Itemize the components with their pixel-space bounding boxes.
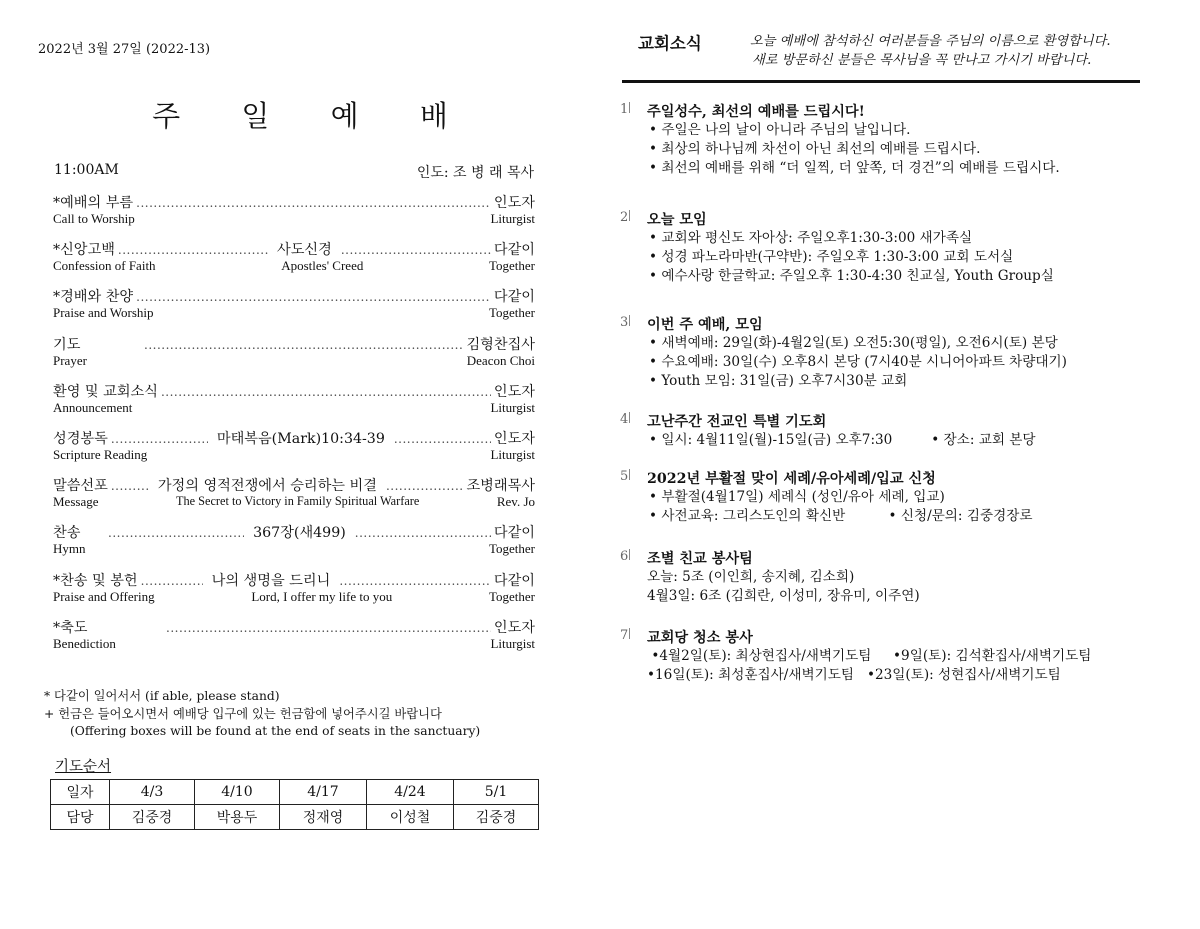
item-leader: 인도자 [493, 619, 535, 636]
item-leader: 조병래목사 [466, 478, 535, 495]
page-title: 주 일 예 배 [152, 99, 474, 133]
section-number: 2 [620, 210, 629, 225]
table-cell: 일자 [51, 780, 110, 805]
worship-item [53, 617, 535, 664]
section-line: • 부활절(4월17일) 세례식 (성인/유아 세례, 입교) [649, 489, 945, 505]
table-cell: 4/3 [110, 780, 195, 805]
table-cell: 정재영 [280, 805, 367, 830]
right-page [600, 0, 1200, 929]
table-cell: 4/10 [195, 780, 280, 805]
item-name: *찬송 및 봉헌 [53, 572, 138, 589]
item-name: 기도 [53, 336, 81, 353]
worship-item [53, 239, 535, 286]
section-line: • 최선의 예배를 위해 “더 일찍, 더 앞쪽, 더 경건”의 예배를 드립시다. [649, 160, 1060, 177]
section-line: 4월3일: 6조 (김희란, 이성미, 장유미, 이주연) [647, 588, 920, 605]
section-line: •4월2일(토): 최상현집사/새벽기도팀 •9일(토): 김석환집사/새벽기도팀 [647, 648, 1092, 664]
item-leader: 다같이 [493, 289, 535, 306]
item-name-en: Announcement [53, 399, 133, 415]
item-name: 말씀선포 [53, 478, 108, 495]
worship-item [53, 192, 535, 239]
item-leader-en: Liturgist [490, 635, 535, 651]
table-cell: 박용두 [195, 805, 280, 830]
item-leader: 다같이 [493, 525, 536, 542]
item-leader-en: Liturgist [490, 446, 535, 462]
section-title: 고난주간 전교인 특별 기도회 [647, 414, 827, 430]
section-line: • 새벽예배: 29일(화)-4월2일(토) 오전5:30(평일), 오전6시(토) 본당 [649, 335, 1058, 351]
item-name-en: Scripture Reading [53, 446, 148, 462]
welcome-line: 오늘 예배에 참석하신 여러분들을 주님의 이름으로 환영합니다. [750, 34, 1111, 49]
item-leader-en: Liturgist [490, 399, 535, 415]
item-name-en: Benediction [53, 635, 116, 651]
item-name: 찬송 [53, 525, 81, 542]
item-leader: 인도자 [493, 195, 535, 211]
item-leader: 인도자 [493, 383, 535, 400]
table-cell: 4/24 [367, 780, 454, 805]
welcome-message [750, 32, 1111, 70]
item-leader-en: Rev. Jo [496, 494, 535, 510]
item-name: *신앙고백 [53, 242, 115, 259]
item-name-en: Hymn [53, 541, 86, 557]
note-offering-en: (Offering boxes will be found at the end of seats in the sanctuary) [70, 724, 481, 738]
section-line: 오늘: 5조 (이인희, 송지혜, 김소희) [647, 569, 855, 585]
section-line: •16일(토): 최성훈집사/새벽기도팀 •23일(토): 성현집사/새벽기도팀 [647, 667, 1061, 684]
section-line: • 성경 파노라마반(구약반): 주일오후 1:30-3:00 교회 도서실 [649, 249, 1014, 266]
table-cell: 담당 [51, 805, 110, 830]
section-line: • Youth 모임: 31일(금) 오후7시30분 교회 [649, 373, 908, 390]
section-line: • 수요예배: 30일(수) 오후8시 본당 (7시40분 시니어아파트 차량대기) [649, 354, 1067, 371]
section-title: 오늘 모임 [647, 212, 707, 228]
item-leader: 다같이 [493, 572, 535, 589]
item-leader-en: Liturgist [490, 211, 535, 226]
table-cell: 김중경 [454, 805, 539, 830]
section-line: • 사전교육: 그리스도인의 확신반 • 신청/문의: 김중경장로 [649, 508, 1033, 525]
item-leader: 다같이 [493, 242, 535, 259]
table-row [51, 780, 539, 805]
section-line: • 최상의 하나님께 차선이 아닌 최선의 예배를 드립시다. [649, 141, 981, 158]
section-title: 주일성수, 최선의 예배를 드립시다! [647, 104, 865, 120]
section-title: 교회당 청소 봉사 [647, 630, 753, 646]
item-name-en: Praise and Offering [53, 588, 155, 604]
table-cell: 5/1 [454, 780, 539, 805]
item-leader-en: Together [488, 258, 535, 274]
item-detail: 가정의 영적전쟁에서 승리하는 비결 [157, 478, 377, 495]
prayer-schedule-title: 기도순서 [55, 759, 112, 775]
section-title: 2022년 부활절 맞이 세례/유아세례/입교 신청 [647, 471, 936, 487]
item-leader-en: Deacon Choi [466, 352, 535, 368]
service-leader: 인도: 조 병 래 목사 [416, 165, 534, 181]
item-detail-en: The Secret to Victory in Family Spiritual Warfare [175, 494, 420, 509]
item-leader-en: Together [488, 541, 535, 557]
worship-item [53, 334, 535, 381]
item-detail: 사도신경 [276, 242, 332, 259]
item-leader: 인도자 [493, 430, 536, 447]
worship-item [53, 286, 535, 333]
section-line: • 일시: 4월11일(월)-15일(금) 오후7:30 • 장소: 교회 본당 [649, 432, 1036, 448]
news-heading: 교회소식 [638, 34, 702, 53]
item-detail: 나의 생명을 드리니 [211, 572, 331, 589]
worship-item [53, 570, 535, 617]
item-name: *예배의 부름 [53, 195, 134, 211]
item-name-en: Message [53, 494, 99, 510]
welcome-line: 새로 방문하신 분들은 목사님을 꼭 만나고 가시기 바랍니다. [752, 53, 1092, 68]
section-number: 6 [620, 549, 629, 564]
worship-item [53, 475, 535, 522]
divider [622, 80, 1140, 83]
worship-item [53, 381, 535, 428]
section-number: 5 [620, 469, 629, 484]
bulletin-date: 2022년 3월 27일 (2022-13) [38, 42, 211, 57]
item-leader: 김형찬집사 [466, 336, 535, 353]
table-cell: 4/17 [280, 780, 367, 805]
item-detail-en: Apostles' Creed [281, 258, 364, 274]
note-offering: + 헌금은 들어오시면서 예배당 입구에 있는 헌금함에 넣어주시길 바랍니다 [44, 706, 442, 721]
item-detail: 마태복음(Mark)10:34-39 [216, 430, 385, 447]
table-row [51, 805, 539, 830]
section-number: 4 [620, 412, 629, 427]
item-leader-en: Together [488, 305, 535, 321]
item-name: *경배와 찬양 [53, 289, 134, 306]
item-leader-en: Together [488, 588, 535, 604]
worship-item [53, 428, 535, 475]
section-line: • 예수사랑 한글학교: 주일오후 1:30-4:30 친교실, Youth Group실 [649, 268, 1054, 285]
table-cell: 김중경 [110, 805, 195, 830]
item-name-en: Call to Worship [53, 211, 135, 226]
item-detail: 367장(새499) [253, 525, 346, 542]
section-number: 7 [620, 628, 629, 643]
footnotes [44, 688, 480, 741]
prayer-schedule-table [50, 779, 539, 830]
section-line: • 교회와 평신도 자아상: 주일오후1:30-3:00 새가족실 [649, 230, 973, 246]
item-name: 환영 및 교회소식 [53, 383, 158, 400]
section-title: 이번 주 예배, 모임 [647, 317, 763, 333]
worship-item [53, 522, 535, 569]
item-name: *축도 [53, 619, 88, 636]
section-number: 1 [620, 102, 629, 117]
item-name-en: Praise and Worship [53, 305, 154, 321]
item-name-en: Confession of Faith [53, 258, 156, 274]
item-name: 성경봉독 [53, 430, 108, 447]
item-name-en: Prayer [53, 352, 87, 368]
note-stand: * 다같이 일어서서 (if able, please stand) [44, 689, 280, 703]
order-of-worship [53, 192, 535, 664]
table-cell: 이성철 [367, 805, 454, 830]
section-number: 3 [620, 315, 629, 330]
section-title: 조별 친교 봉사팀 [647, 551, 753, 567]
section-line: • 주일은 나의 날이 아니라 주님의 날입니다. [649, 122, 911, 138]
item-detail-en: Lord, I offer my life to you [251, 588, 393, 604]
service-time: 11:00AM [54, 162, 119, 178]
